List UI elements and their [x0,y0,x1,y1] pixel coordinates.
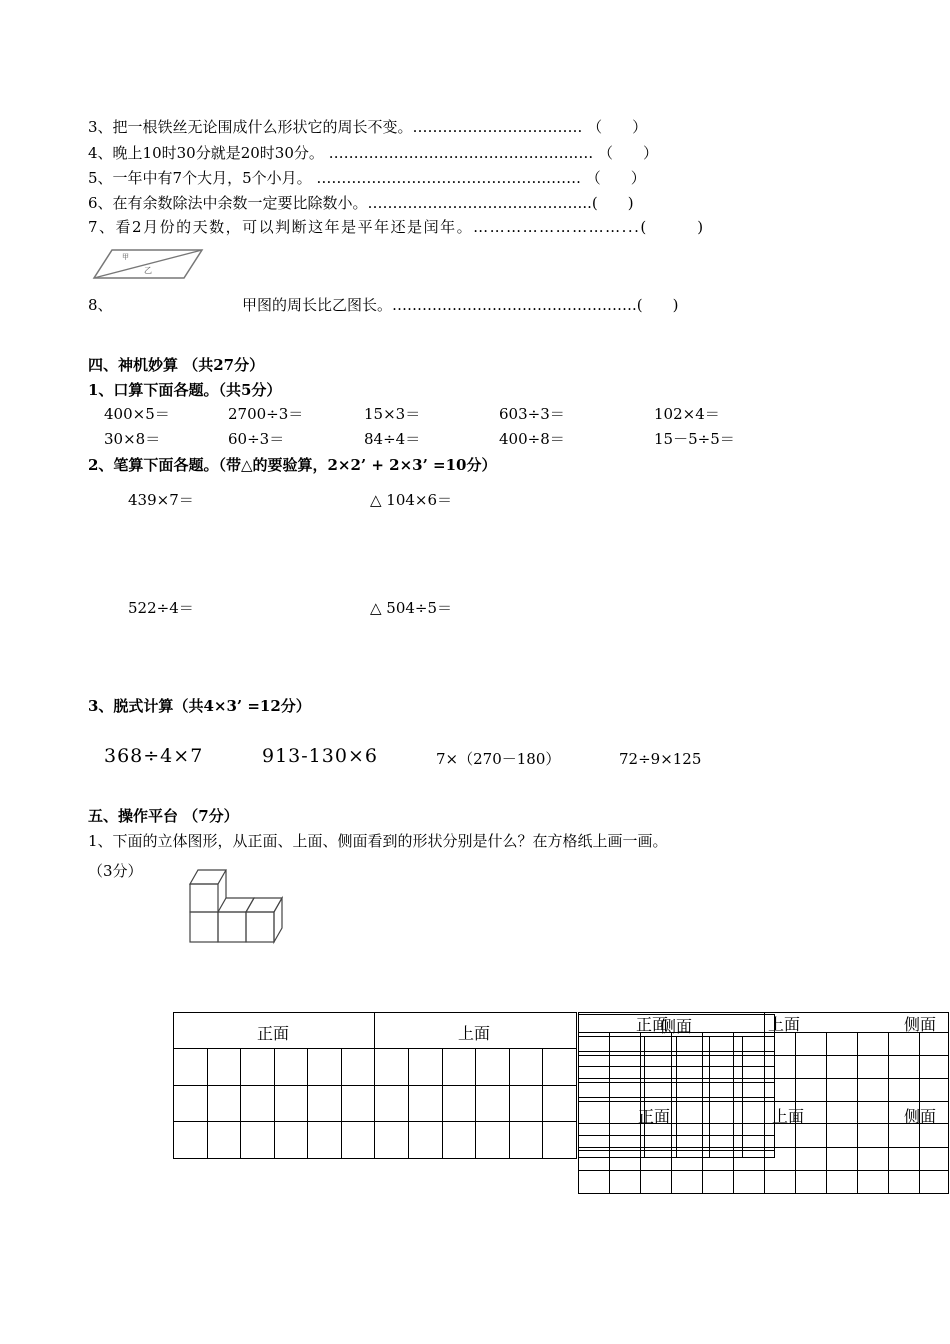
oral-item: 15×3＝ [364,405,421,423]
oral-item: 603÷3＝ [499,405,565,423]
judge-q3: 3、把一根铁丝无论围成什么形状它的周长不变。……………………………. （ ） [88,118,648,136]
step-calc-title: 3、脱式计算（共4×3’ =12分） [88,697,311,715]
oral-item: 30×8＝ [104,430,161,448]
view-grid [173,1012,577,1159]
oral-item: 60÷3＝ [228,430,285,448]
section5-title: 五、操作平台 （7分） [88,807,239,825]
oral-title: 1、口算下面各题。（共5分） [88,381,282,399]
overlap-header: 侧面 [904,1107,937,1126]
operation-score: （3分） [88,862,143,880]
judge-q7: 7、看2月份的天数，可以判断这年是平年还是闰年。………………………...( ) [88,218,705,236]
written-item: △ 504÷5＝ [370,599,453,617]
written-title: 2、笔算下面各题。（带△的要验算，2×2’ + 2×3’ =10分） [88,456,497,474]
oral-item: 2700÷3＝ [228,405,304,423]
overlap-header: 侧面 [904,1015,937,1034]
step-calc-item: 72÷9×125 [619,750,702,768]
overlap-header: 上面 [772,1107,805,1126]
oral-item: 84÷4＝ [364,430,421,448]
oral-item: 400×5＝ [104,405,170,423]
label-yi: 乙 [144,266,152,275]
judge-q8-text: 甲图的周长比乙图长。………………………………………….( ) [242,296,679,314]
overlap-header: 上面 [768,1015,801,1034]
written-item: 522÷4＝ [128,599,194,617]
judge-q5: 5、一年中有7个大月，5个小月。 ……………………………………….……. （ ） [88,169,646,187]
written-item: 439×7＝ [128,491,194,509]
oral-item: 400÷8＝ [499,430,565,448]
step-calc-item: 368÷4×7 [104,745,204,767]
grid-header-label: 上面 [458,1024,491,1043]
overlapping-grids [576,1010,950,1196]
overlap-header: 正面 [638,1107,671,1126]
oral-item: 102×4＝ [654,405,720,423]
overlap-header: 侧面 [660,1017,693,1036]
overlap-header: 正面 [636,1015,669,1034]
oral-item: 15－5÷5＝ [654,430,735,448]
grid-header-label: 正面 [257,1024,290,1043]
cube-figure [186,866,292,946]
parallelogram-figure [92,248,204,280]
written-item: △ 104×6＝ [370,491,453,509]
operation-question: 1、下面的立体图形，从正面、上面、侧面看到的形状分别是什么？在方格纸上画一画。 [88,832,668,850]
section4-title: 四、神机妙算 （共27分） [88,356,265,374]
judge-q6: 6、在有余数除法中余数一定要比除数小。……………………………………...( ) [88,194,634,212]
label-jia: 甲 [122,253,129,261]
step-calc-item: 913-130×6 [262,745,378,767]
judge-q4: 4、晚上10时30分就是20时30分。 ………………………………………….…. （ ） [88,144,658,162]
step-calc-item: 7×（270－180） [436,750,561,768]
judge-q8-number: 8、 [88,296,113,314]
